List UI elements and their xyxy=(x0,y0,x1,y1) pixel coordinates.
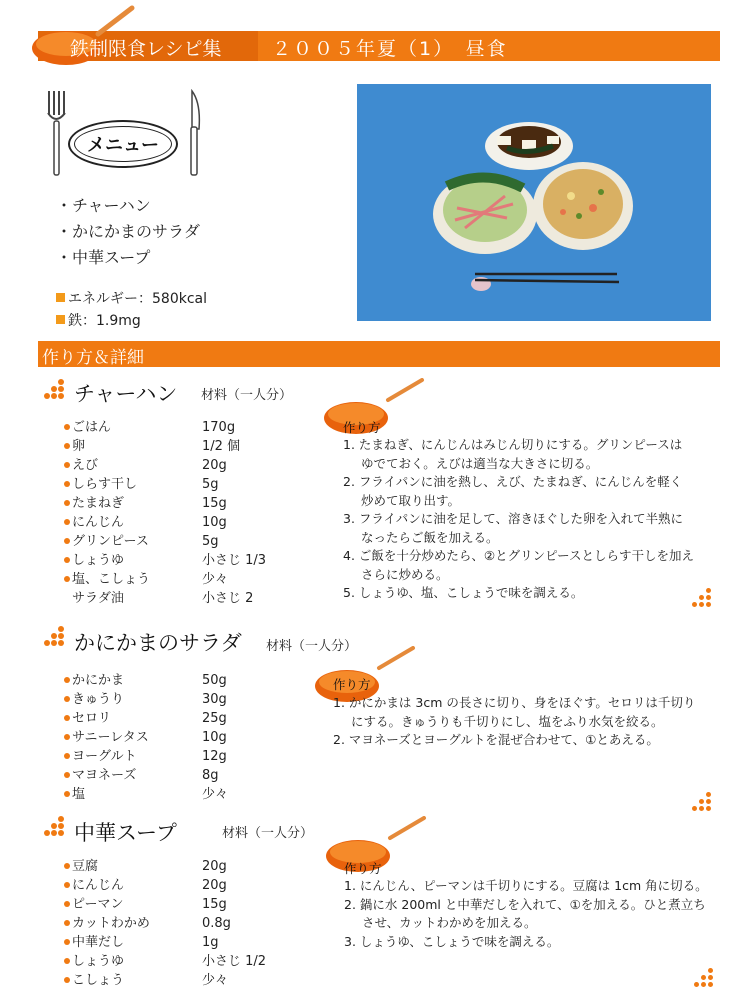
ingredient-row: 塩、こしょう 少々 xyxy=(64,570,304,589)
energy-value: エネルギー：580kcal xyxy=(68,291,207,307)
knife-icon xyxy=(185,89,205,177)
page-title: 鉄制限食レシピ集 xyxy=(70,38,222,60)
step-line: にする。きゅうりも千切りにし、塩をふり水気を絞る。 xyxy=(351,713,664,729)
ingredient-list-salad xyxy=(64,671,304,804)
ingredient-row: しらす干し 5g xyxy=(64,475,304,494)
ingredient-row: えび 20g xyxy=(64,456,304,475)
ingredient-row: こしょう 少々 xyxy=(64,971,304,990)
step-line: さらに炒める。 xyxy=(361,566,449,582)
method-label: 作り方 xyxy=(343,420,381,435)
dish-title-soup: 中華スープ xyxy=(74,821,177,845)
dots-icon xyxy=(44,816,70,840)
meal-photo xyxy=(357,84,711,321)
step-line: 4. ご飯を十分炒めたら、②とグリンピースとしらす干しを加え xyxy=(343,548,694,563)
menu-item: ・チャーハン xyxy=(56,196,151,215)
ingredient-row: ごはん 170g xyxy=(64,418,304,437)
menu-list xyxy=(56,193,200,271)
fork-icon xyxy=(45,89,67,177)
menu-label: メニュー xyxy=(87,135,159,156)
dots-icon xyxy=(692,792,714,814)
ingredient-row: セロリ 25g xyxy=(64,709,304,728)
ingredient-row: たまねぎ 15g xyxy=(64,494,304,513)
step-line: ゆでておく。えびは適当な大きさに切る。 xyxy=(361,455,599,471)
ingredient-row: ヨーグルト 12g xyxy=(64,747,304,766)
step-line: 1. にんじん、ピーマンは千切りにする。豆腐は 1cm 角に切る。 xyxy=(344,878,708,893)
dots-icon xyxy=(694,968,716,990)
ingredient-row: グリンピース 5g xyxy=(64,532,304,551)
step-line: 2. マヨネーズとヨーグルトを混ぜ合わせて、①とあえる。 xyxy=(333,732,659,747)
iron-value: 鉄：1.9mg xyxy=(68,313,141,329)
step-line: なったらご飯を加える。 xyxy=(361,529,499,545)
ingredient-row: 豆腐 20g xyxy=(64,857,304,876)
materials-label: 材料（一人分） xyxy=(222,826,314,841)
dish-title-fried-rice: チャーハン xyxy=(74,382,178,406)
steps-soup xyxy=(344,877,708,951)
menu-badge xyxy=(68,120,178,168)
dots-icon xyxy=(44,379,70,403)
ingredient-row: マヨネーズ 8g xyxy=(64,766,304,785)
page-subtitle: ２００５年夏（1） 昼食 xyxy=(272,38,508,60)
dish-title-salad: かにかまのサラダ xyxy=(74,631,242,655)
ingredient-row: にんじん 20g xyxy=(64,876,304,895)
nutrition-info xyxy=(56,288,207,332)
materials-label: 材料（一人分） xyxy=(201,388,293,403)
ingredient-row: 卵 1/2 個 xyxy=(64,437,304,456)
step-line: 2. 鍋に水 200ml と中華だしを入れて、①を加える。ひと煮立ち xyxy=(344,896,706,912)
step-line: 3. しょうゆ、こしょうで味を調える。 xyxy=(344,933,560,949)
ingredient-row: 中華だし 1g xyxy=(64,933,304,952)
step-line: 炒めて取り出す。 xyxy=(361,492,461,508)
ingredient-row: きゅうり 30g xyxy=(64,690,304,709)
dots-icon xyxy=(692,588,714,610)
method-label: 作り方 xyxy=(333,677,371,692)
ingredient-row: カットわかめ 0.8g xyxy=(64,914,304,933)
ingredient-row: しょうゆ 小さじ 1/3 xyxy=(64,551,304,570)
ingredient-row: ピーマン 15g xyxy=(64,895,304,914)
steps-salad xyxy=(333,694,695,750)
ingredient-row: しょうゆ 小さじ 1/2 xyxy=(64,952,304,971)
step-line: させ、カットわかめを加える。 xyxy=(362,915,537,930)
materials-label: 材料（一人分） xyxy=(266,639,358,654)
ingredient-row: サニーレタス 10g xyxy=(64,728,304,747)
ingredient-list-fried-rice xyxy=(64,418,304,608)
steps-fried-rice xyxy=(343,436,694,603)
dots-icon xyxy=(44,626,70,650)
ingredient-row: 塩 少々 xyxy=(64,785,304,804)
step-line: 5. しょうゆ、塩、こしょうで味を調える。 xyxy=(343,585,584,600)
menu-item: ・中華スープ xyxy=(56,248,151,267)
step-line: 1. たまねぎ、にんじんはみじん切りにする。グリンピースは xyxy=(343,437,683,452)
ingredient-list-soup xyxy=(64,857,304,990)
menu-item: ・かにかまのサラダ xyxy=(56,222,200,241)
step-line: 1. かにかまは 3cm の長さに切り、身をほぐす。セロリは千切り xyxy=(333,695,696,710)
method-label: 作り方 xyxy=(344,861,382,876)
ingredient-row: にんじん 10g xyxy=(64,513,304,532)
ingredient-row: かにかま 50g xyxy=(64,671,304,690)
section-title: 作り方＆詳細 xyxy=(42,348,144,368)
step-line: 2. フライパンに油を熱し、えび、たまねぎ、にんじんを軽く xyxy=(343,474,683,489)
step-line: 3. フライパンに油を足して、溶きほぐした卵を入れて半熟に xyxy=(343,511,684,526)
ingredient-row: サラダ油 小さじ 2 xyxy=(72,591,254,606)
